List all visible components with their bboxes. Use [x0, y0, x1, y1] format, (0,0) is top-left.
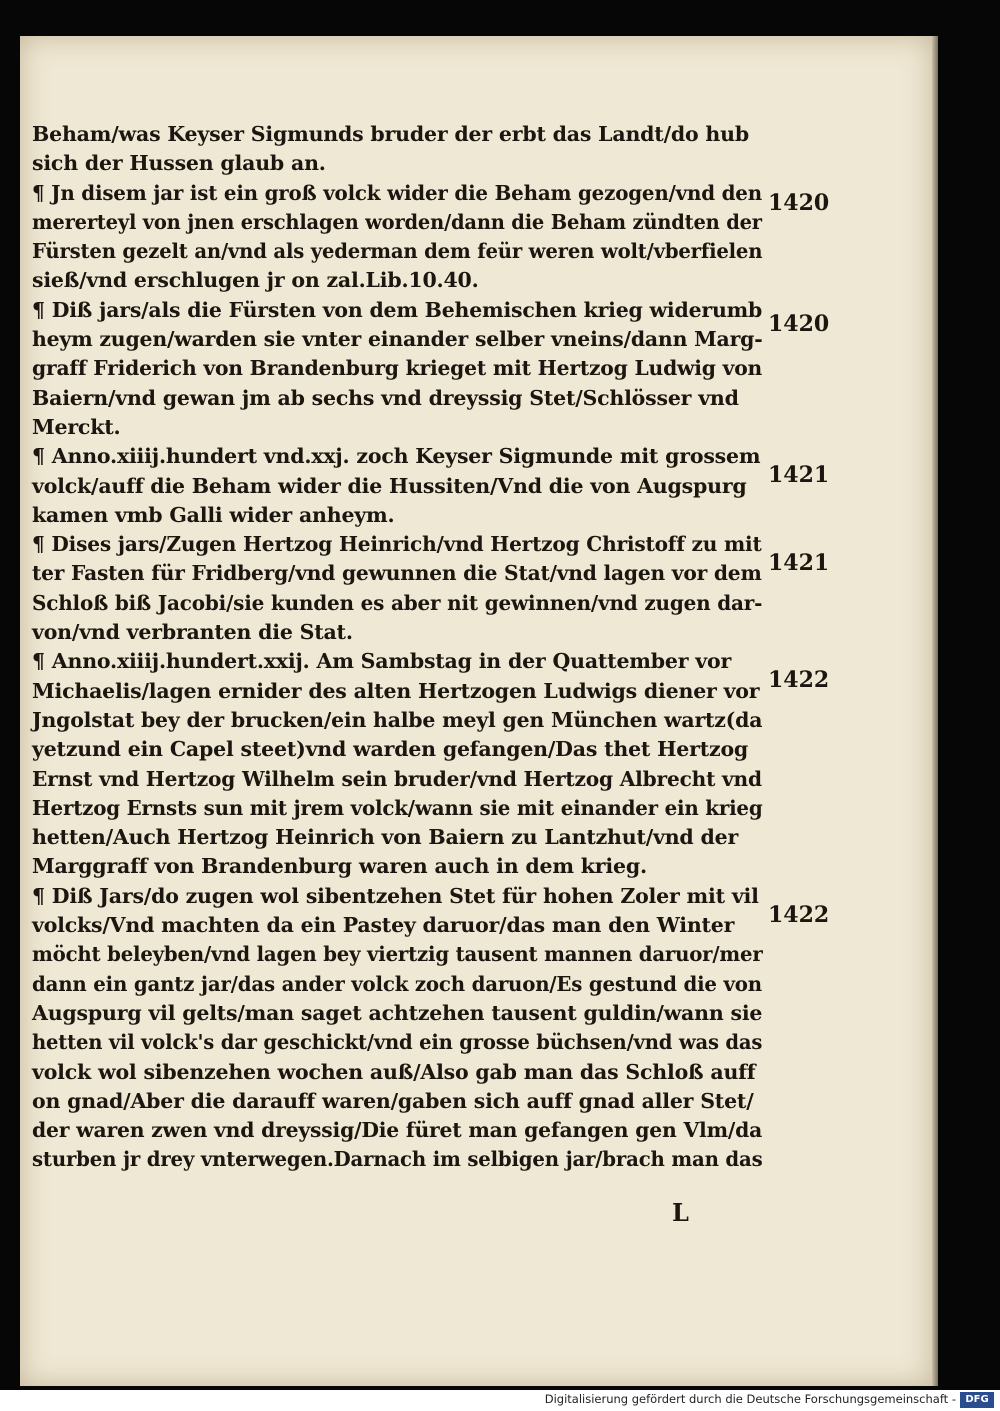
text-line: ter Fasten für Fridberg/vnd gewunnen die Stat/vnd lagen vor dem [32, 561, 762, 586]
text-line: Ernst vnd Hertzog Wilhelm sein bruder/vnd Hertzog Albrecht vnd [32, 766, 762, 791]
funding-credit: Digitalisierung gefördert durch die Deutsche Forschungsgemeinschaft - [544, 1392, 956, 1406]
margin-year: 1421 [768, 550, 830, 576]
text-line: Augspurg vil gelts/man saget achtzehen tausent guldin/wann sie [32, 1000, 763, 1025]
text-line: sich der Hussen glaub an. [32, 151, 326, 176]
margin-year: 1421 [768, 462, 830, 488]
text-line: ¶ Diß jars/als die Fürsten von dem Behemischen krieg widerumb [32, 297, 763, 322]
text-line: ¶ Diß Jars/do zugen wol sibentzehen Stet für hohen Zoler mit vil [32, 883, 759, 908]
text-line: volcks/Vnd machten da ein Pastey daruor/das man den Winter [32, 913, 735, 938]
signature-mark: L [672, 1198, 689, 1227]
text-line: der waren zwen vnd dreyssig/Die füret man gefangen gen Vlm/da [32, 1118, 763, 1143]
text-line: von/vnd verbranten die Stat. [32, 620, 353, 645]
text-line: yetzund ein Capel steet)vnd warden gefangen/Das thet Hertzog [32, 737, 749, 762]
text-line: ¶ Dises jars/Zugen Hertzog Heinrich/vnd Hertzog Christoff zu mit [32, 532, 762, 557]
footer-bar [0, 1390, 1000, 1411]
page-edge [932, 36, 938, 1386]
margin-year: 1420 [768, 311, 830, 337]
text-line: ¶ Anno.xiiij.hundert vnd.xxj. zoch Keyser Sigmunde mit grossem [32, 444, 761, 469]
text-line: Beham/was Keyser Sigmunds bruder der erbt das Landt/do hub [32, 122, 749, 146]
text-line: ¶ Anno.xiiij.hundert.xxij. Am Sambstag in der Quattember vor [32, 649, 732, 674]
text-line: on gnad/Aber die darauff waren/gaben sich auff gnad aller Stet/ [32, 1088, 754, 1113]
text-line: dann ein gantz jar/das ander volck zoch daruon/Es gestund die von [32, 971, 762, 996]
text-line: sieß/vnd erschlugen jr on zal.Lib.10.40. [32, 268, 479, 293]
text-line: hetten vil volck's dar geschickt/vnd ein grosse büchsen/vnd was das [32, 1030, 763, 1055]
text-line: Michaelis/lagen ernider des alten Hertzogen Ludwigs diener vor [32, 678, 760, 703]
text-line: Merckt. [32, 414, 121, 439]
margin-year: 1420 [768, 190, 830, 216]
text-line: Schloß biß Jacobi/sie kunden es aber nit gewinnen/vnd zugen dar- [32, 590, 763, 615]
text-line: volck wol sibenzehen wochen auß/Also gab man das Schloß auff [32, 1059, 756, 1084]
text-line: hetten/Auch Hertzog Heinrich von Baiern zu Lantzhut/vnd der [32, 825, 739, 850]
text-line: mererteyl von jnen erschlagen worden/dann die Beham zündten der [32, 209, 762, 234]
text-line: Fürsten gezelt an/vnd als yederman dem feür weren wolt/vberfielen [32, 239, 763, 264]
text-line: ¶ Jn disem jar ist ein groß volck wider die Beham gezogen/vnd den [32, 180, 762, 205]
text-line: Hertzog Ernsts sun mit jrem volck/wann sie mit einander ein krieg [32, 795, 763, 820]
text-line: möcht beleyben/vnd lagen bey viertzig tausent mannen daruor/mer [32, 942, 763, 967]
dfg-logo: DFG [960, 1392, 994, 1408]
text-line: Marggraff von Brandenburg waren auch in dem krieg. [32, 854, 647, 879]
text-line: graff Friderich von Brandenburg krieget mit Hertzog Ludwig von [32, 356, 763, 381]
text-line: volck/auff die Beham wider die Hussiten/Vnd die von Augspurg [32, 473, 747, 498]
text-line: Baiern/vnd gewan jm ab sechs vnd dreyssig Stet/Schlösser vnd [32, 385, 739, 410]
page-text [32, 120, 762, 1175]
text-line: kamen vmb Galli wider anheym. [32, 502, 395, 527]
margin-year: 1422 [768, 902, 830, 928]
text-line: heym zugen/warden sie vnter einander selber vneins/dann Marg- [32, 327, 763, 352]
text-line: sturben jr drey vnterwegen.Darnach im selbigen jar/brach man das [32, 1147, 763, 1172]
margin-year: 1422 [768, 667, 830, 693]
text-line: Jngolstat bey der brucken/ein halbe meyl gen München wartz(da [32, 707, 763, 732]
